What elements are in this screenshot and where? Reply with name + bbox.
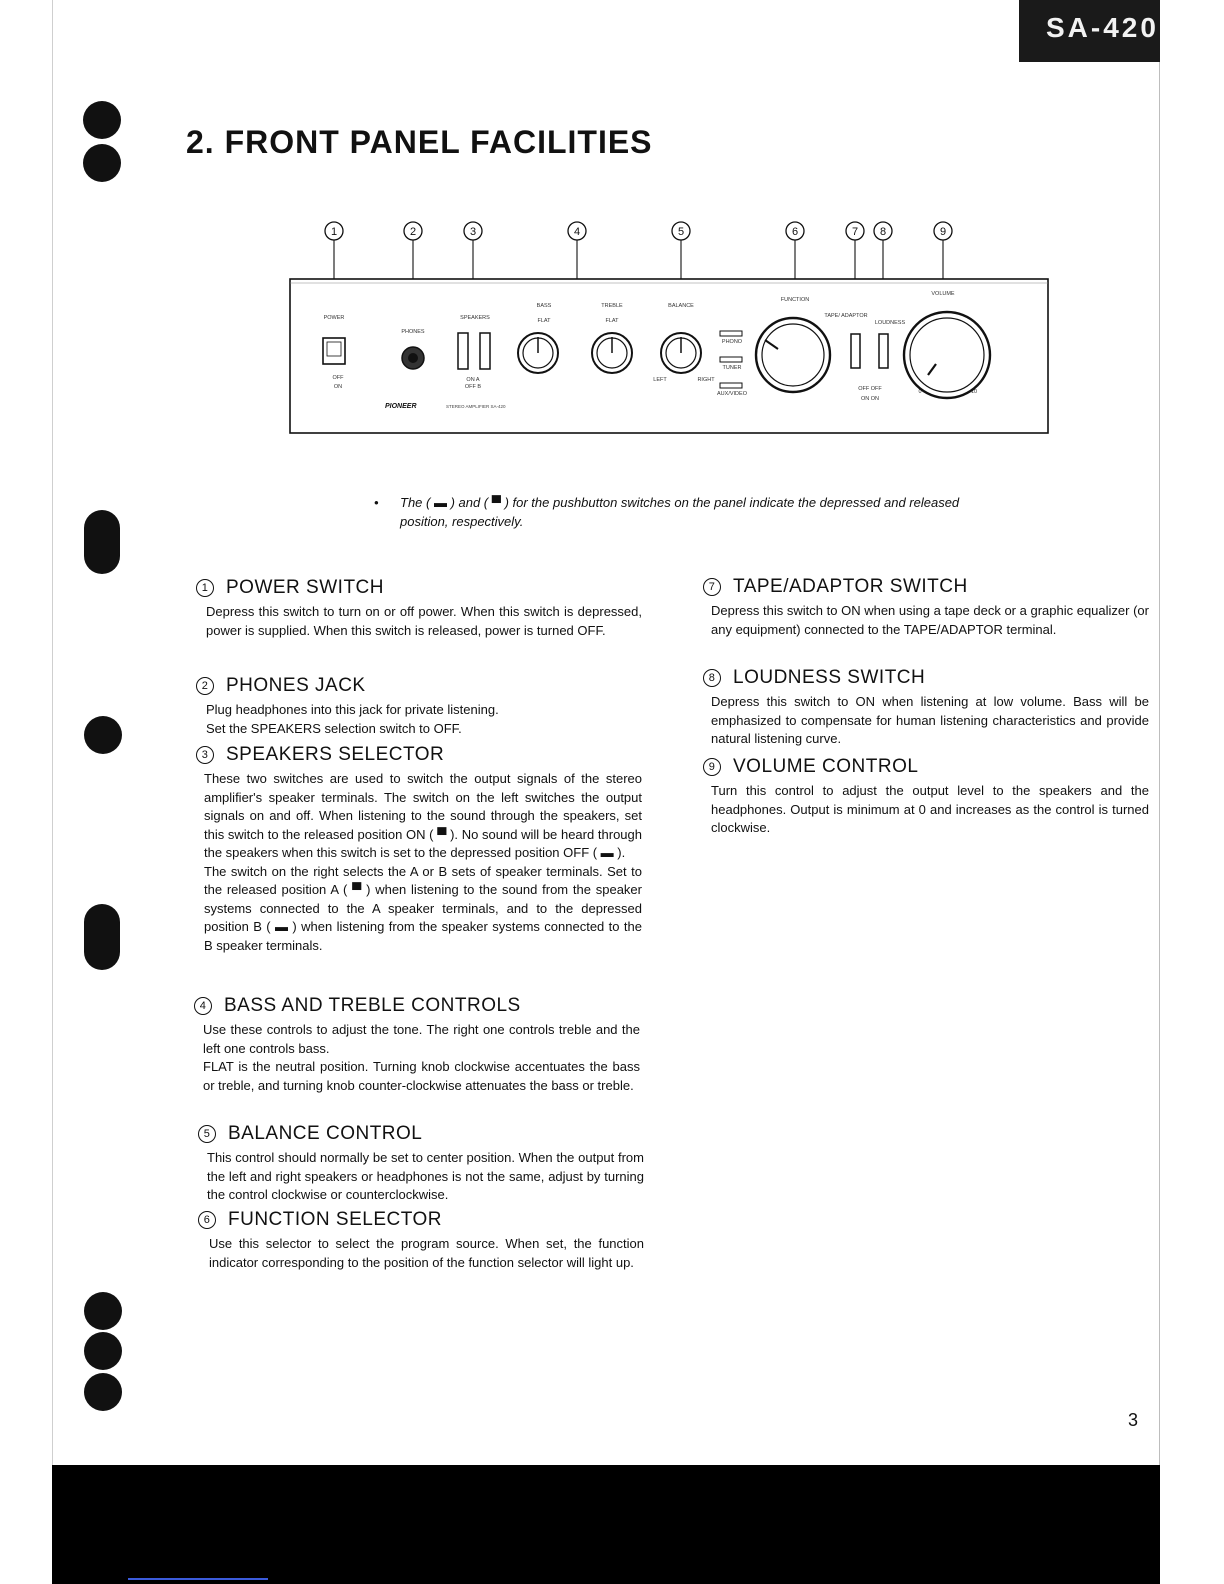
label-balance: BALANCE bbox=[668, 303, 694, 309]
section-balance-control bbox=[198, 1123, 644, 1205]
section-power-switch bbox=[196, 577, 642, 640]
section-heading bbox=[703, 576, 1149, 598]
section-title: BALANCE CONTROL bbox=[228, 1123, 423, 1144]
section-paragraph: Set the SPEAKERS selection switch to OFF. bbox=[206, 720, 462, 736]
label-function: FUNCTION bbox=[780, 297, 810, 303]
section-paragraph: Depress this switch to turn on or off power. When this switch is depressed, power is supplied. When this switch is released, power is turned OFF. bbox=[206, 604, 642, 638]
label-tape-adaptor: TAPE/ ADAPTOR bbox=[824, 313, 868, 319]
label-treble: TREBLE bbox=[601, 303, 623, 309]
indicator-aux-video bbox=[720, 383, 742, 388]
label-left: LEFT bbox=[653, 377, 667, 383]
section-number: 1 bbox=[196, 579, 214, 597]
binder-hole bbox=[84, 1292, 122, 1330]
label-phono: PHONO bbox=[721, 339, 743, 345]
callout-1: 1 bbox=[330, 226, 338, 238]
section-loudness-switch bbox=[703, 667, 1149, 749]
note-bullet: • bbox=[374, 495, 379, 510]
section-number: 3 bbox=[196, 746, 214, 764]
callout-4: 4 bbox=[573, 226, 581, 238]
section-volume-control bbox=[703, 756, 1149, 838]
section-phones-jack bbox=[196, 675, 642, 738]
section-number: 2 bbox=[196, 677, 214, 695]
section-title: FUNCTION SELECTOR bbox=[228, 1209, 443, 1230]
label-power-on: ON bbox=[333, 384, 343, 390]
page-number: 3 bbox=[1128, 1410, 1139, 1430]
front-panel-diagram bbox=[280, 215, 1060, 440]
section-number: 4 bbox=[194, 997, 212, 1015]
section-heading bbox=[194, 995, 640, 1017]
label-speaker-state-2: OFF B bbox=[464, 384, 482, 390]
label-tuner: TUNER bbox=[722, 365, 742, 371]
function-selector-knob bbox=[756, 318, 830, 392]
section-heading bbox=[703, 667, 1149, 689]
section-number: 6 bbox=[198, 1211, 216, 1229]
label-volume: VOLUME bbox=[931, 291, 955, 297]
callout-9: 9 bbox=[939, 226, 947, 238]
model-line: STEREO AMPLIFIER SA-420 bbox=[446, 404, 506, 409]
section-paragraph: Use this selector to select the program source. When set, the function indicator corresponding to the position of the function selector will light up. bbox=[209, 1236, 644, 1270]
tape-adaptor-switch bbox=[851, 334, 860, 368]
callout-8: 8 bbox=[879, 226, 887, 238]
section-heading bbox=[196, 744, 642, 766]
label-tape-state-2: ON ON bbox=[860, 396, 880, 402]
note-text: The ( ▬ ) and ( ▀ ) for the pushbutton switches on the panel indicate the depressed and released position, respectively. bbox=[400, 495, 960, 529]
page-edge-left bbox=[52, 0, 53, 1470]
section-paragraph: Plug headphones into this jack for private listening. bbox=[206, 702, 499, 717]
section-function-selector bbox=[198, 1209, 644, 1272]
label-loudness: LOUDNESS bbox=[874, 320, 906, 326]
label-aux-video: AUX/VIDEO bbox=[717, 391, 747, 397]
callout-3: 3 bbox=[469, 226, 477, 238]
section-paragraph: Use these controls to adjust the tone. The right one controls treble and the left one controls bass. bbox=[203, 1022, 640, 1056]
section-heading bbox=[196, 675, 642, 697]
label-bass: BASS bbox=[536, 303, 552, 309]
section-paragraph: This control should normally be set to center position. When the output from the left and right speakers or headphones is not the same, adjust by turning the control clockwise or counterclockwise. bbox=[207, 1150, 644, 1202]
label-speakers: SPEAKERS bbox=[460, 315, 490, 321]
label-power: POWER bbox=[323, 315, 345, 321]
scan-bottom-line bbox=[128, 1578, 268, 1580]
callout-6: 6 bbox=[791, 226, 799, 238]
label-power-off: OFF bbox=[332, 375, 344, 381]
label-flat-treble: FLAT bbox=[605, 318, 619, 324]
binder-hole bbox=[84, 716, 122, 754]
page-title: 2. FRONT PANEL FACILITIES bbox=[186, 124, 653, 160]
loudness-switch bbox=[879, 334, 888, 368]
speakers-switch-left bbox=[458, 333, 468, 369]
scan-bottom-band bbox=[52, 1465, 1160, 1584]
section-title: LOUDNESS SWITCH bbox=[733, 667, 926, 688]
section-heading bbox=[198, 1209, 644, 1231]
label-tape-state-1: OFF OFF bbox=[858, 386, 882, 392]
indicator-tuner bbox=[720, 357, 742, 362]
section-title: PHONES JACK bbox=[226, 675, 366, 696]
binder-hole bbox=[84, 904, 120, 970]
section-paragraph: FLAT is the neutral position. Turning knob clockwise accentuates the bass or treble, and turning knob counter-clockwise attenuates the bass or treble. bbox=[203, 1059, 640, 1093]
section-paragraph: Turn this control to adjust the output level to the speakers and the headphones. Output is minimum at 0 and increases as the control is turned clockwise. bbox=[711, 783, 1149, 835]
brand-logo: PIONEER bbox=[385, 403, 417, 410]
section-heading bbox=[703, 756, 1149, 778]
section-number: 7 bbox=[703, 578, 721, 596]
section-title: POWER SWITCH bbox=[226, 577, 384, 598]
volume-knob bbox=[904, 312, 990, 398]
binder-hole bbox=[83, 101, 121, 139]
section-number: 9 bbox=[703, 758, 721, 776]
section-paragraph: These two switches are used to switch the output signals of the stereo amplifier's speaker terminals. The switch on the left switches the output signals on and off. When listening to the sound through the speakers, set this switch to the released position ON ( ▀ ). No sound will be heard through the speakers when this switch is set to the depressed position OFF ( ▬ ). bbox=[204, 771, 642, 860]
binder-hole bbox=[84, 1332, 122, 1370]
binder-hole bbox=[84, 510, 120, 574]
callout-7: 7 bbox=[851, 226, 859, 238]
indicator-phono bbox=[720, 331, 742, 336]
section-paragraph: Depress this switch to ON when using a tape deck or a graphic equalizer (or any equipment) connected to the TAPE/ADAPTOR terminal. bbox=[711, 603, 1149, 637]
section-heading bbox=[198, 1123, 644, 1145]
label-volume-10: 10 bbox=[970, 389, 978, 395]
label-speaker-state-1: ON A bbox=[466, 377, 480, 383]
section-title: TAPE/ADAPTOR SWITCH bbox=[733, 576, 968, 597]
section-title: SPEAKERS SELECTOR bbox=[226, 744, 445, 765]
section-heading bbox=[196, 577, 642, 599]
section-bass-treble bbox=[194, 995, 640, 1095]
label-volume-0: 0 bbox=[918, 389, 922, 395]
section-title: BASS AND TREBLE CONTROLS bbox=[224, 995, 521, 1016]
callout-5: 5 bbox=[677, 226, 685, 238]
page-edge-right bbox=[1159, 0, 1160, 1470]
speakers-switch-right bbox=[480, 333, 490, 369]
label-flat-bass: FLAT bbox=[537, 318, 551, 324]
section-number: 5 bbox=[198, 1125, 216, 1143]
binder-hole bbox=[83, 144, 121, 182]
section-number: 8 bbox=[703, 669, 721, 687]
section-tape-adaptor bbox=[703, 576, 1149, 639]
callout-2: 2 bbox=[409, 226, 417, 238]
section-title: VOLUME CONTROL bbox=[733, 756, 919, 777]
binder-hole bbox=[84, 1373, 122, 1411]
label-right: RIGHT bbox=[697, 377, 715, 383]
section-paragraph: Depress this switch to ON when listening at low volume. Bass will be emphasized to compensate for human listening characteristics and provide natural listening curve. bbox=[711, 694, 1149, 746]
label-phones: PHONES bbox=[401, 329, 425, 335]
section-speakers-selector bbox=[196, 744, 642, 955]
model-tab-label: SA-420 bbox=[1046, 12, 1159, 43]
section-paragraph: The switch on the right selects the A or B sets of speaker terminals. Set to the released position A ( ▀ ) when listening to the sound from the speaker systems connected to the A speaker terminals, and to the depressed position B ( ▬ ) when listening from the speaker systems connected to the B speaker terminals. bbox=[204, 863, 642, 953]
